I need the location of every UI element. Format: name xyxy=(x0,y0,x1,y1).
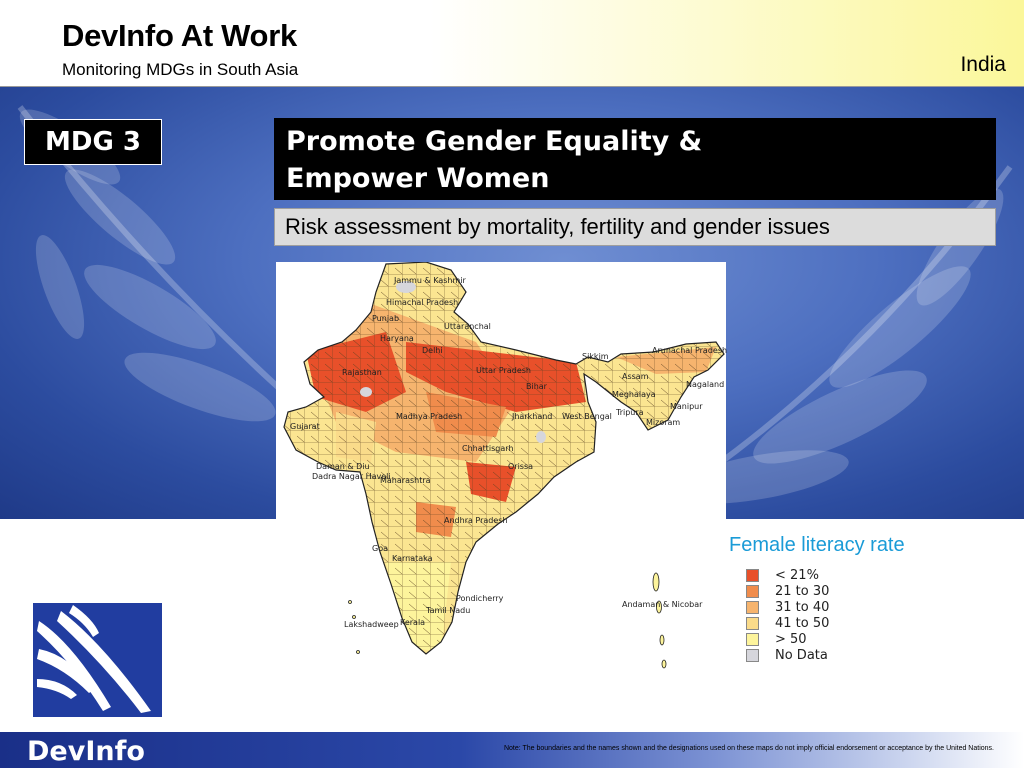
legend-swatch xyxy=(746,585,759,598)
legend-label: No Data xyxy=(775,647,828,663)
india-map-shape xyxy=(276,262,726,680)
map-label: Sikkim xyxy=(582,352,609,361)
map-label: Lakshadweep xyxy=(344,620,399,629)
map-label: Madhya Pradesh xyxy=(396,412,463,421)
map-label: Manipur xyxy=(670,402,703,411)
map-label: Punjab xyxy=(372,314,400,323)
map-label: Tamil Nadu xyxy=(426,606,471,615)
map-label: Pondicherry xyxy=(456,594,504,603)
legend-swatch xyxy=(746,649,759,662)
legend-item xyxy=(746,583,829,599)
goal-subtitle: Risk assessment by mortality, fertility and gender issues xyxy=(274,208,996,246)
footer-disclaimer: Note: The boundaries and the names shown and the designations used on these maps do not imply official endorsement or acceptance by the United Nations. xyxy=(503,745,994,752)
map-label: West Bengal xyxy=(562,412,612,421)
map-label: Andhra Pradesh xyxy=(444,516,508,525)
legend-swatch xyxy=(746,617,759,630)
map-label: Mizoram xyxy=(646,418,681,427)
map-label: Nagaland xyxy=(686,380,725,389)
legend-item xyxy=(746,615,829,631)
legend-item xyxy=(746,567,829,583)
logo-leaves-icon xyxy=(33,603,162,717)
devinfo-logo xyxy=(33,603,162,717)
map-label: Chhattisgarh xyxy=(462,444,514,453)
map-label: Haryana xyxy=(380,334,414,343)
legend-item xyxy=(746,599,829,615)
map-label: Arunachal Pradesh xyxy=(652,346,728,355)
map-label: Maharashtra xyxy=(380,476,431,485)
legend-label: 31 to 40 xyxy=(775,599,830,615)
goal-title-line1: Promote Gender Equality & xyxy=(286,126,703,157)
legend-label: < 21% xyxy=(775,567,819,583)
map-label: Assam xyxy=(622,372,649,381)
legend-swatch xyxy=(746,601,759,614)
map-label: Jharkhand xyxy=(512,412,553,421)
country-label: India xyxy=(960,53,1006,76)
footer-bar xyxy=(0,732,1024,768)
legend-swatch xyxy=(746,633,759,646)
map-label: Uttaranchal xyxy=(444,322,491,331)
map-label: Orissa xyxy=(508,462,534,471)
map-legend xyxy=(746,567,829,663)
map-label: Meghalaya xyxy=(612,390,656,399)
map-label: Uttar Pradesh xyxy=(476,366,531,375)
map-label: Jammu & Kashmir xyxy=(394,276,466,285)
map-label: Bihar xyxy=(526,382,547,391)
header-bar xyxy=(0,0,1024,87)
map-label: Karnataka xyxy=(392,554,433,563)
map-label: Delhi xyxy=(422,346,443,355)
map-label: Goa xyxy=(372,544,388,553)
legend-swatch xyxy=(746,569,759,582)
map-label: Himachal Pradesh xyxy=(386,298,459,307)
mdg-badge: MDG 3 xyxy=(24,119,162,165)
map-label: Gujarat xyxy=(290,422,320,431)
page-subtitle: Monitoring MDGs in South Asia xyxy=(62,60,299,79)
map-label: Kerala xyxy=(400,618,426,627)
map-label: Rajasthan xyxy=(342,368,382,377)
page-title: DevInfo At Work xyxy=(62,18,297,53)
map-label: Dadra Nagar Haveli xyxy=(312,472,391,481)
legend-item xyxy=(746,631,829,647)
legend-title: Female literacy rate xyxy=(729,534,905,556)
legend-label: 41 to 50 xyxy=(775,615,830,631)
map-label: Daman & Diu xyxy=(316,462,370,471)
legend-label: > 50 xyxy=(775,631,807,647)
legend-item xyxy=(746,647,829,663)
footer-brand: DevInfo xyxy=(27,736,145,767)
map-label: Andaman & Nicobar xyxy=(622,600,703,609)
goal-title-line2: Empower Women xyxy=(286,163,550,194)
legend-label: 21 to 30 xyxy=(775,583,830,599)
india-district-map xyxy=(276,262,726,680)
goal-title xyxy=(274,118,996,200)
map-label: Tripura xyxy=(616,408,644,417)
